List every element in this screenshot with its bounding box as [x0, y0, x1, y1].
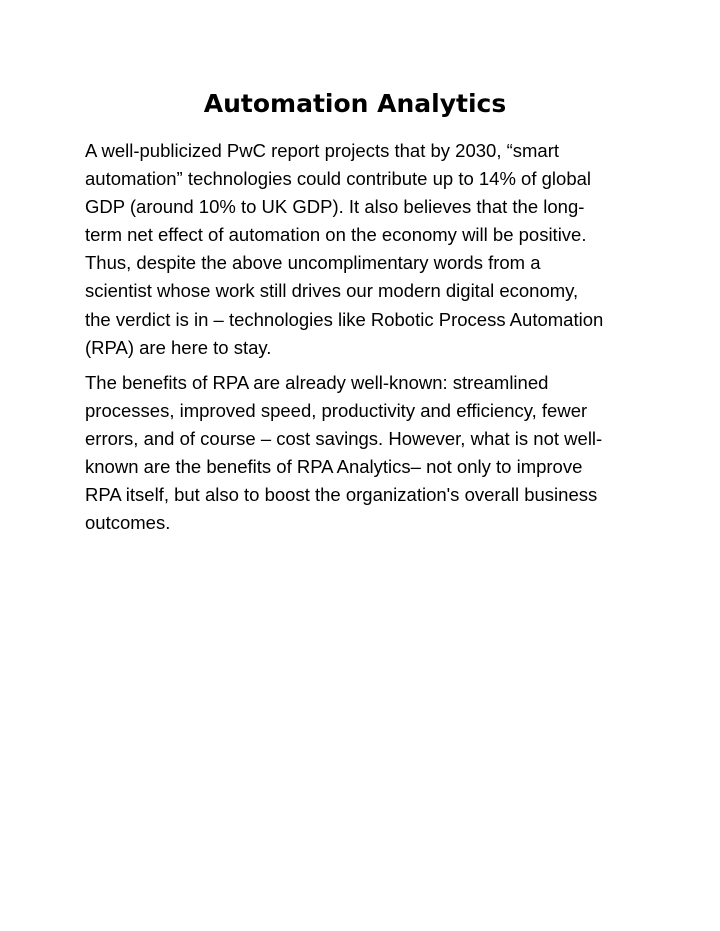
- paragraph-line: A well-publicized PwC report projects that by 2030, “smart: [85, 140, 560, 161]
- page-title: Automation Analytics: [203, 89, 507, 118]
- paragraph-line: GDP (around 10% to UK GDP). It also believes that the long-: [85, 196, 585, 218]
- paragraph-line: processes, improved speed, productivity and efficiency, fewer: [85, 400, 588, 422]
- paragraph-line: known are the benefits of RPA Analytics– not only to improve: [85, 456, 583, 478]
- paragraph-line: scientist whose work still drives our modern digital economy,: [85, 280, 579, 302]
- paragraph-line: The benefits of RPA are already well-known: streamlined: [85, 372, 549, 393]
- paragraph-line: Thus, despite the above uncomplimentary words from a: [85, 252, 541, 274]
- paragraph-line: (RPA) are here to stay.: [85, 336, 272, 358]
- paragraph-line: errors, and of course – cost savings. However, what is not well-: [85, 428, 603, 450]
- paragraph-line: the verdict is in – technologies like Robotic Process Automation: [85, 308, 604, 330]
- paragraph-line: automation” technologies could contribute up to 14% of global: [85, 168, 592, 190]
- paragraph-line: term net effect of automation on the economy will be positive.: [85, 224, 587, 246]
- body-paragraph-1: [85, 137, 655, 362]
- body-paragraph-2: [85, 369, 655, 538]
- paragraph-line: outcomes.: [85, 512, 171, 534]
- paragraph-line: RPA itself, but also to boost the organization's overall business: [85, 484, 598, 506]
